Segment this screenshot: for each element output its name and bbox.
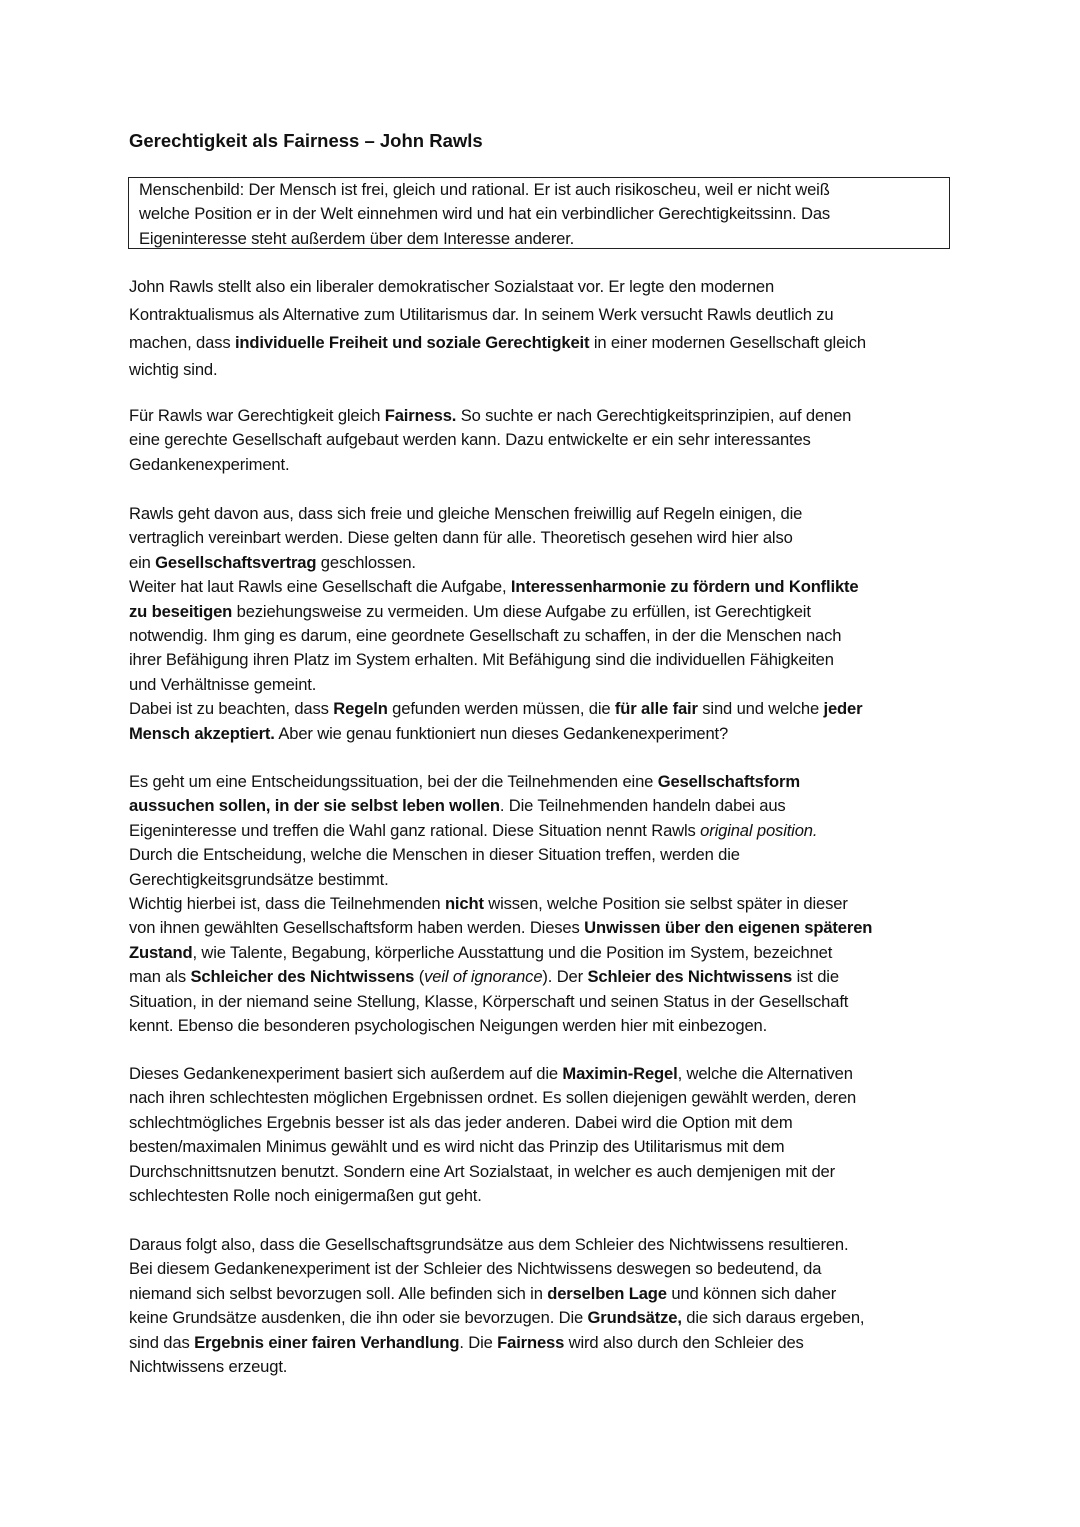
text-line	[129, 1086, 856, 1110]
text-run: . Die Teilnehmenden handeln dabei aus	[499, 796, 786, 816]
text-line	[129, 273, 866, 301]
text-line	[129, 697, 862, 721]
text-run: Gerechtigkeitsgrundsätze bestimmt.	[129, 869, 389, 889]
text-run: gefunden werden müssen, die	[387, 699, 615, 719]
text-run: und Verhältnisse gemeint.	[129, 674, 317, 694]
text-run: schlechtesten Rolle noch einigermaßen gut geht.	[129, 1185, 482, 1205]
bold-text: Schleier des Nichtwissens	[587, 967, 793, 987]
text-run: sind das	[129, 1332, 195, 1352]
text-run: geschlossen.	[316, 552, 416, 572]
text-line	[129, 794, 872, 818]
paragraph-intro	[129, 273, 866, 384]
text-line	[129, 1355, 864, 1379]
document-title: Gerechtigkeit als Fairness – John Rawls	[129, 130, 483, 151]
text-run: eine gerechte Gesellschaft aufgebaut werden kann. Dazu entwickelte er ein sehr interessantes	[129, 430, 811, 450]
bold-text: Fairness.	[384, 406, 457, 425]
bold-text: Zustand	[129, 942, 193, 962]
text-run: , wie Talente, Begabung, körperliche Ausstattung und die Position im System, bezeichnet	[192, 942, 833, 962]
text-run: welche Position er in der Welt einnehmen wird und hat ein verbindlicher Gerechtigkeitssinn. Das	[139, 204, 831, 224]
text-run: in einer modernen Gesellschaft gleich	[589, 332, 866, 352]
text-line	[139, 178, 830, 202]
bold-text: Unwissen über den eigenen späteren	[584, 918, 873, 938]
text-line	[129, 526, 862, 550]
bold-text: individuelle Freiheit und soziale Gerechtigkeit	[234, 332, 590, 352]
text-line	[129, 1062, 856, 1086]
text-run: niemand sich selbst bevorzugen soll. Alle befinden sich in	[129, 1283, 548, 1303]
text-run: Bei diesem Gedankenexperiment ist der Schleier des Nichtwissens deswegen so bedeutend, da	[129, 1259, 822, 1279]
text-run: So suchte er nach Gerechtigkeitsprinzipien, auf denen	[456, 406, 852, 425]
text-line	[129, 868, 872, 892]
bold-text: Gesellschaftsform	[657, 772, 800, 791]
bold-text: Interessenharmonie zu fördern und Konflikte	[510, 577, 859, 597]
text-line	[129, 502, 862, 526]
text-run: . Die	[459, 1332, 498, 1352]
text-run: Dabei ist zu beachten, dass	[129, 699, 334, 719]
text-line	[129, 819, 872, 843]
text-line	[129, 965, 872, 989]
text-line	[139, 227, 830, 251]
paragraph-original-position	[129, 770, 872, 1038]
bold-text: Schleicher des Nichtwissens	[190, 967, 415, 987]
text-line	[129, 941, 872, 965]
text-run: besten/maximalen Minimus gewählt und es wird nicht das Prinzip des Utilitarismus mit dem	[129, 1137, 785, 1157]
text-run: Daraus folgt also, dass die Gesellschaftsgrundsätze aus dem Schleier des Nichtwissens resultieren.	[129, 1235, 849, 1254]
text-line	[129, 624, 862, 648]
text-run: notwendig. Ihm ging es darum, eine geordnete Gesellschaft zu schaffen, in der die Menschen nach	[129, 625, 842, 645]
text-run: Eigeninteresse steht außerdem über dem Interesse anderer.	[139, 228, 575, 248]
text-run: , welche die Alternativen	[677, 1064, 853, 1083]
bold-text: Grundsätze,	[587, 1308, 682, 1328]
text-line	[129, 600, 862, 624]
text-run: (	[414, 967, 425, 987]
text-line	[129, 428, 851, 452]
bold-text: nicht	[444, 893, 484, 913]
text-run: schlechtmögliches Ergebnis besser ist als das jeder anderen. Dabei wird die Option mit dem	[129, 1112, 793, 1132]
paragraph-fairness	[129, 404, 851, 477]
text-run: kennt. Ebenso die besonderen psychologischen Neigungen werden hier mit einbezogen.	[129, 1015, 768, 1035]
italic-text: original position.	[700, 820, 818, 840]
text-run: die sich daraus ergeben,	[681, 1308, 865, 1328]
text-run: Rawls geht davon aus, dass sich freie und gleiche Menschen freiwillig auf Regeln einigen, die	[129, 504, 803, 523]
text-run: ein	[129, 552, 156, 572]
text-run: Weiter hat laut Rawls eine Gesellschaft die Aufgabe,	[129, 577, 511, 597]
text-run: und können sich daher	[666, 1283, 837, 1303]
text-line	[129, 1257, 864, 1281]
bold-text: derselben Lage	[547, 1283, 667, 1303]
text-line	[129, 356, 866, 384]
text-run: sind und welche	[697, 699, 824, 719]
bold-text: Ergebnis einer fairen Verhandlung	[194, 1332, 460, 1352]
text-line	[129, 1135, 856, 1159]
text-run: wird also durch den Schleier des	[564, 1332, 804, 1352]
bold-text: jeder	[823, 699, 863, 719]
text-run: Es geht um eine Entscheidungssituation, bei der die Teilnehmenden eine	[129, 772, 658, 791]
text-line	[129, 990, 872, 1014]
text-run: Kontraktualismus als Alternative zum Utilitarismus dar. In seinem Werk versucht Rawls deutlich zu	[129, 304, 834, 324]
text-line	[129, 648, 862, 672]
text-line	[129, 770, 872, 794]
text-run: machen, dass	[129, 332, 235, 352]
text-run: beziehungsweise zu vermeiden. Um diese Aufgabe zu erfüllen, ist Gerechtigkeit	[232, 601, 811, 621]
bold-text: für alle fair	[614, 699, 698, 719]
text-line	[129, 1160, 856, 1184]
text-line	[129, 551, 862, 575]
text-run: ). Der	[542, 967, 588, 987]
paragraph-menschenbild	[139, 178, 830, 251]
text-line	[129, 301, 866, 329]
text-run: Aber wie genau funktioniert nun dieses Gedankenexperiment?	[274, 723, 729, 743]
bold-text: Gesellschaftsvertrag	[155, 552, 317, 572]
text-run: Dieses Gedankenexperiment basiert sich außerdem auf die	[129, 1064, 563, 1083]
text-line	[129, 453, 851, 477]
text-run: von ihnen gewählten Gesellschaftsform haben werden. Dieses	[129, 918, 585, 938]
text-run: nach ihren schlechtesten möglichen Ergebnissen ordnet. Es sollen diejenigen gewählt werden, deren	[129, 1088, 857, 1108]
text-line	[129, 575, 862, 599]
text-line	[139, 202, 830, 226]
text-line	[129, 404, 851, 428]
text-run: ist die	[792, 967, 839, 987]
text-run: Menschenbild: Der Mensch ist frei, gleich und rational. Er ist auch risikoscheu, weil er nicht weiß	[139, 180, 830, 199]
text-line	[129, 1184, 856, 1208]
text-line	[129, 1233, 864, 1257]
text-line	[129, 1306, 864, 1330]
paragraph-maximin	[129, 1062, 856, 1208]
text-line	[129, 1014, 872, 1038]
text-run: Für Rawls war Gerechtigkeit gleich	[129, 406, 385, 425]
text-run: ihrer Befähigung ihren Platz im System erhalten. Mit Befähigung sind die individuellen Fähigkeiten	[129, 650, 834, 670]
text-run: Durch die Entscheidung, welche die Menschen in dieser Situation treffen, werden die	[129, 845, 740, 865]
text-line	[129, 1282, 864, 1306]
text-run: Gedankenexperiment.	[129, 454, 290, 474]
text-run: man als	[129, 967, 191, 987]
text-run: Wichtig hierbei ist, dass die Teilnehmenden	[129, 893, 445, 913]
text-run: Durchschnittsnutzen benutzt. Sondern eine Art Sozialstaat, in welcher es auch demjenigen mit der	[129, 1161, 835, 1181]
text-line	[129, 673, 862, 697]
bold-text: Fairness	[497, 1332, 565, 1352]
bold-text: zu beseitigen	[129, 601, 233, 621]
text-run: keine Grundsätze ausdenken, die ihn oder sie bevorzugen. Die	[129, 1308, 588, 1328]
text-line	[129, 916, 872, 940]
bold-text: Regeln	[333, 699, 388, 719]
text-run: Eigeninteresse und treffen die Wahl ganz rational. Diese Situation nennt Rawls	[129, 820, 701, 840]
text-line	[129, 329, 866, 357]
text-line	[129, 1111, 856, 1135]
paragraph-conclusion	[129, 1233, 864, 1379]
text-line	[129, 843, 872, 867]
paragraph-gesellschaftsvertrag	[129, 502, 862, 746]
text-line	[129, 1331, 864, 1355]
text-run: wichtig sind.	[129, 360, 218, 380]
text-run: wissen, welche Position sie selbst später in dieser	[483, 893, 848, 913]
bold-text: Mensch akzeptiert.	[129, 723, 275, 743]
text-run: Situation, in der niemand seine Stellung, Klasse, Körperschaft und seinen Status in der Gesellschaft	[129, 991, 849, 1011]
text-run: vertraglich vereinbart werden. Diese gelten dann für alle. Theoretisch gesehen wird hier also	[129, 528, 793, 548]
text-run: John Rawls stellt also ein liberaler demokratischer Sozialstaat vor. Er legte den modernen	[129, 277, 775, 296]
text-line	[129, 722, 862, 746]
bold-text: aussuchen sollen, in der sie selbst leben wollen	[129, 796, 500, 816]
bold-text: Maximin-Regel	[562, 1064, 678, 1083]
text-line	[129, 892, 872, 916]
text-run: Nichtwissens erzeugt.	[129, 1356, 288, 1376]
italic-text: veil of ignorance	[424, 967, 543, 987]
